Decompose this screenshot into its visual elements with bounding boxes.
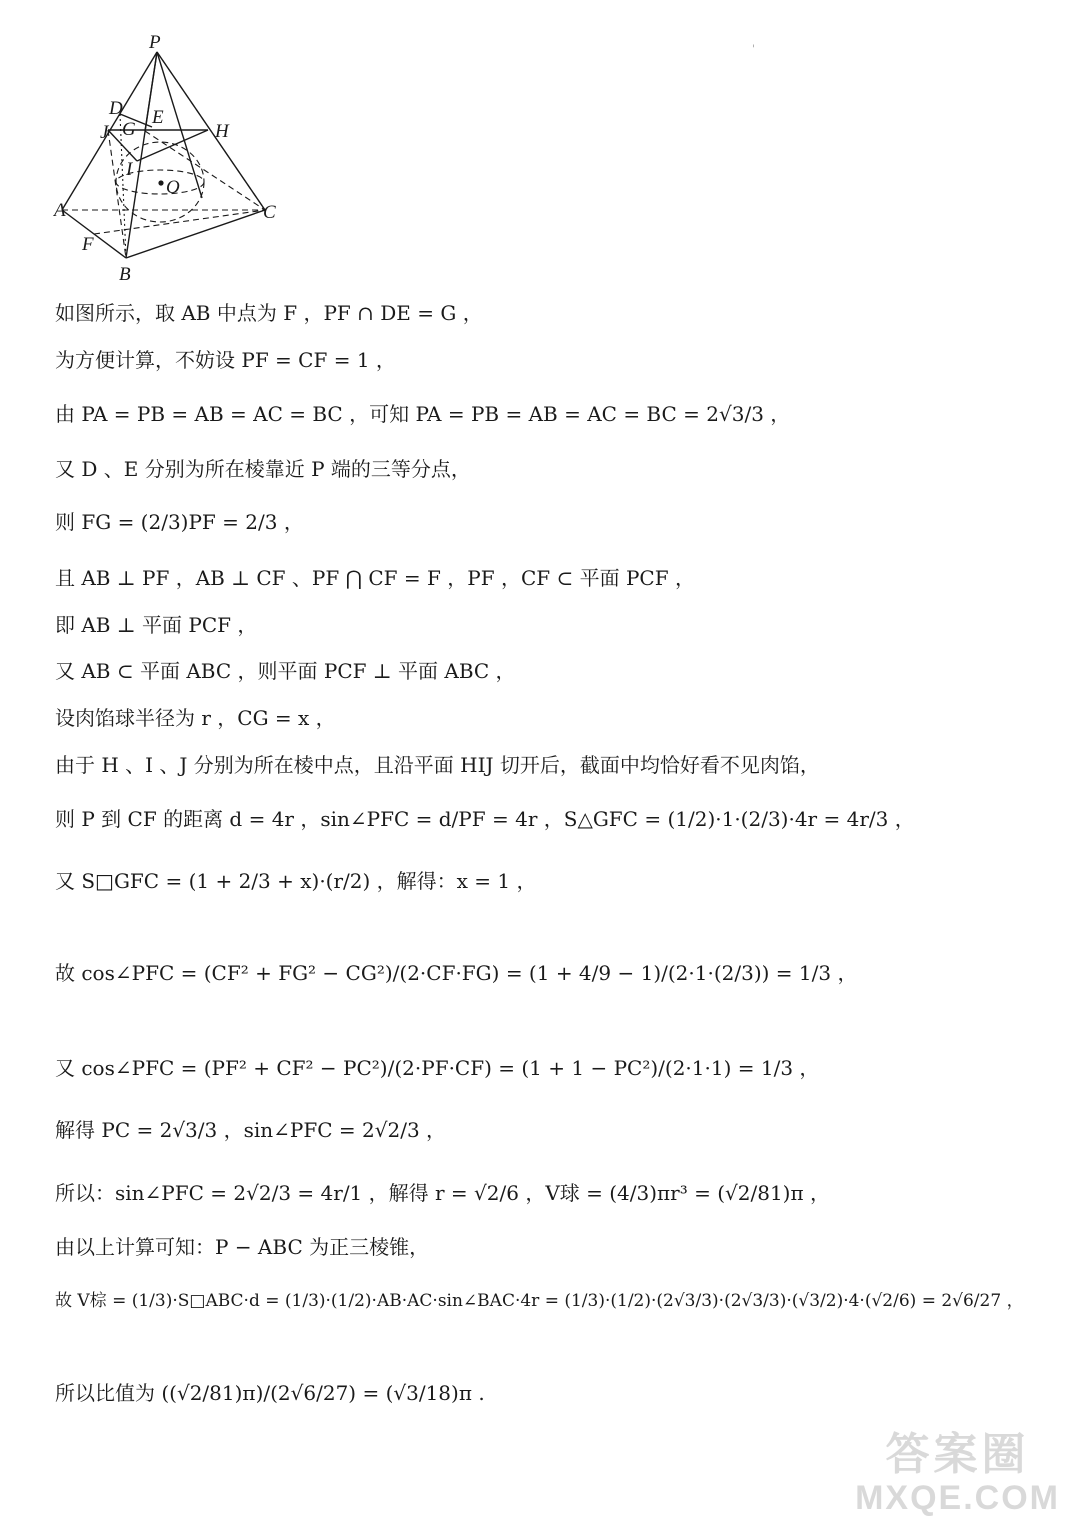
- solution-line: 故 cos∠PFC = (CF² + FG² − CG²)/(2·CF·FG) = (1 + 4/9 − 1)/(2·1·(2/3)) = 1/3 ，: [55, 961, 858, 985]
- solution-line: 所以比值为 ((√2/81)π)/(2√6/27) = (√3/18)π .: [55, 1381, 485, 1405]
- solution-line: 所以：sin∠PFC = 2√2/3 = 4r/1 ，解得 r = √2/6 ，V球 = (4/3)πr³ = (√2/81)π ，: [55, 1181, 830, 1205]
- watermark-title: 答案圈: [885, 1430, 1030, 1479]
- label-d: D: [109, 98, 123, 119]
- watermark-url: MXQE.COM: [855, 1479, 1060, 1517]
- solution-line: 又 S□GFC = (1 + 2/3 + x)·(r/2) ，解得：x = 1 ，: [55, 869, 537, 893]
- solution-line: 又 D 、E 分别为所在棱靠近 P 端的三等分点，: [55, 457, 471, 481]
- solution-line: 即 AB ⊥ 平面 PCF ，: [55, 613, 258, 637]
- solution-line: 又 AB ⊂ 平面 ABC ，则平面 PCF ⊥ 平面 ABC ，: [55, 659, 516, 683]
- label-h: H: [215, 121, 229, 142]
- label-i: I: [126, 159, 133, 180]
- label-e: E: [152, 107, 164, 128]
- solution-line: 则 P 到 CF 的距离 d = 4r ，sin∠PFC = d/PF = 4r ，S△GFC = (1/2)·1·(2/3)·4r = 4r/3 ，: [55, 807, 915, 831]
- label-o: O: [166, 177, 180, 198]
- label-c: C: [263, 202, 276, 223]
- solution-line: 为方便计算，不妨设 PF = CF = 1 ，: [55, 348, 396, 372]
- label-g: G: [122, 119, 136, 140]
- solution-line: 由 PA = PB = AB = AC = BC ，可知 PA = PB = AB = AC = BC = 2√3/3 ，: [55, 402, 791, 426]
- pyramid-diagram: [40, 30, 300, 290]
- center-point-o: [158, 180, 163, 185]
- solution-line: 则 FG = (2/3)PF = 2/3 ，: [55, 510, 304, 534]
- watermark: [855, 1431, 1060, 1517]
- solution-line: 设肉馅球半径为 r ，CG = x ，: [55, 706, 336, 730]
- label-p: P: [149, 32, 161, 53]
- solution-line: 由于 H 、I 、J 分别为所在棱中点，且沿平面 HIJ 切开后，截面中均恰好看不见肉馅，: [55, 753, 820, 777]
- solution-line: 且 AB ⊥ PF ，AB ⊥ CF 、PF ⋂ CF = F ，PF ，CF ⊂ 平面 PCF ，: [55, 566, 695, 590]
- solution-line: 解得 PC = 2√3/3 ，sin∠PFC = 2√2/3 ，: [55, 1118, 447, 1142]
- solution-line: 如图所示，取 AB 中点为 F ，PF ∩ DE = G ，: [55, 301, 483, 325]
- label-b: B: [119, 264, 131, 285]
- corner-mark: ': [752, 44, 755, 55]
- label-f: F: [82, 234, 94, 255]
- solution-line: 故 V棕 = (1/3)·S□ABC·d = (1/3)·(1/2)·AB·AC·sin∠BAC·4r = (1/3)·(1/2)·(2√3/3)·(2√3/3)·(√3/2)·4·(√2/6) = 2√6/27 ，: [55, 1291, 1024, 1311]
- label-j: J: [100, 122, 109, 143]
- solution-line: 由以上计算可知：P − ABC 为正三棱锥，: [55, 1235, 430, 1259]
- solution-line: 又 cos∠PFC = (PF² + CF² − PC²)/(2·PF·CF) = (1 + 1 − PC²)/(2·1·1) = 1/3 ，: [55, 1056, 820, 1080]
- label-a: A: [54, 200, 66, 221]
- pyramid-figure: [40, 30, 300, 290]
